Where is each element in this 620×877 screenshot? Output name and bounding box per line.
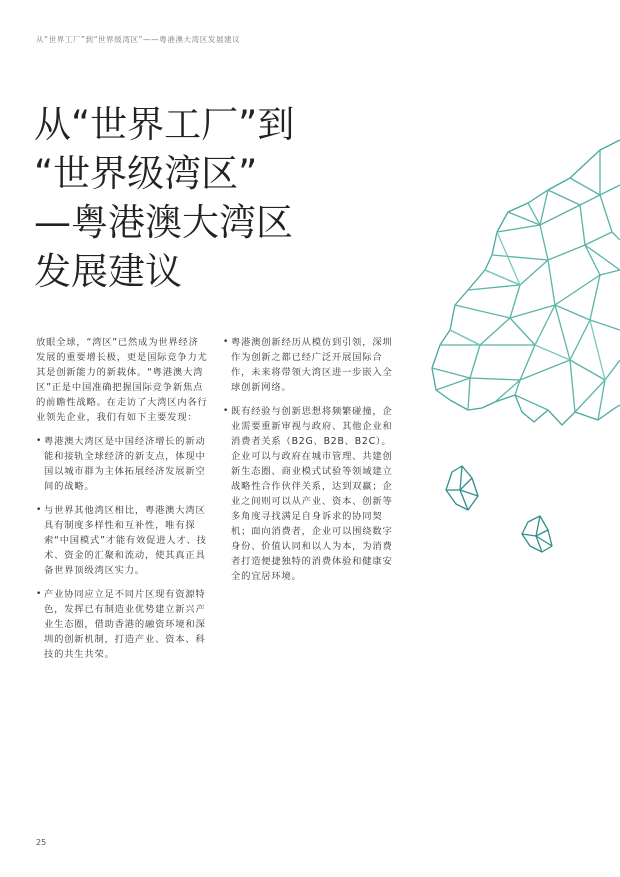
list-item-text: 粤港澳创新经历从模仿到引领，深圳作为创新之都已经广泛开展国际合作，未来将带领大湾区进一步嵌入全球创新网络。 (231, 337, 393, 393)
list-item-text: 粤港澳大湾区是中国经济增长的新动能和接轨全球经济的新支点，体现中国以城市群为主体拓展经济发展新空间的战略。 (44, 436, 206, 492)
bullet-icon: • (36, 505, 43, 515)
title-line-3: —粤港澳大湾区 (34, 201, 293, 244)
title-line-1: 从“世界工厂”到 (34, 103, 295, 146)
list-item-text: 产业协同应立足不同片区现有资源特色，发挥已有制造业优势建立新兴产业生态圈，借助香港的融资环境和深圳的创新机制，打造产业、资本、科技的共生共荣。 (44, 589, 206, 660)
title-line-4: 发展建议 (34, 250, 182, 293)
bullet-icon: • (223, 337, 230, 347)
list-item-text: 既有经验与创新思想将频繁碰撞，企业需要重新审视与政府、其他企业和消费者关系（B2G、B2B、B2C）。企业可以与政府在城市管理、共建创新生态圈、商业模式试验等领域建立战略性合作伙伴关系，达到双赢；企业之间则可以从产业、资本、创新等多角度寻找满足自身诉求的协同契机；面向消费者，企业可以围绕数字身份、价值认同和以人为本，为消费者打造便捷独特的消费体验和健康安全的宜居环境。 (231, 406, 393, 582)
list-item-text: 与世界其他湾区相比，粤港澳大湾区具有制度多样性和互补性，唯有探索“中国模式”才能有效促进人才、技术、资金的汇聚和流动，使其真正具备世界顶级湾区实力。 (44, 505, 207, 576)
running-header: 从“世界工厂”到“世界级湾区”——粤港澳大湾区发展建议 (36, 35, 241, 44)
bullet-icon: • (223, 406, 230, 416)
bullet-icon: • (36, 589, 43, 599)
intro-paragraph: 放眼全球，“湾区”已然成为世界经济发展的重要增长极，更是国际竞争力尤其是创新能力的新载体。“粤港澳大湾区”正是中国准确把握国际竞争新焦点的前瞻性战略。在走访了大湾区内各行业领先企业，我们有如下主要发现： (36, 337, 208, 423)
title-line-2: “世界级湾区” (34, 152, 258, 195)
bullet-icon: • (36, 436, 43, 446)
page-number: 25 (36, 838, 47, 847)
